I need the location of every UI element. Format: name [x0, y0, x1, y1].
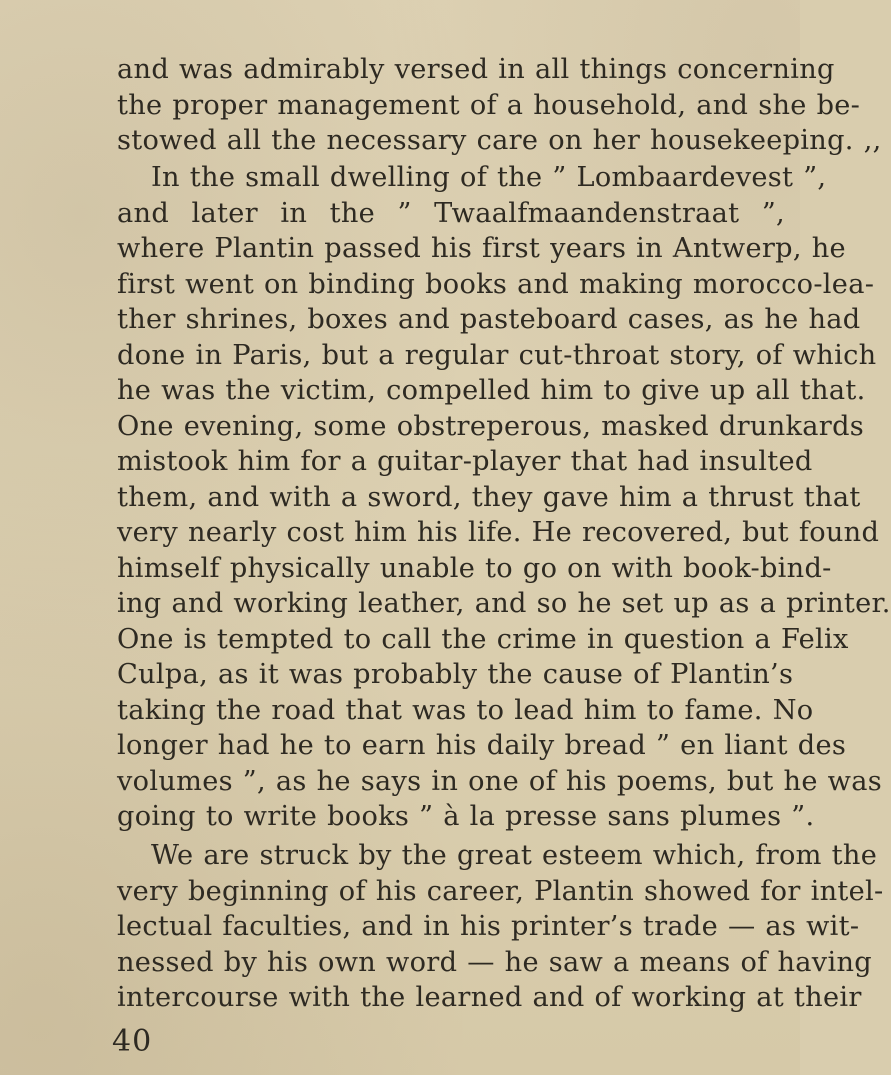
text-line: them, and with a sword, they gave him a thrust that: [117, 481, 861, 513]
text-line: mistook him for a guitar-player that had insulted: [117, 446, 813, 477]
text-line: very nearly cost him his life. He recovered, but found: [117, 517, 880, 548]
text-line: he was the victim, compelled him to give up all that.: [117, 375, 866, 406]
text-line: One is tempted to call the crime in question a Felix: [117, 623, 849, 655]
paragraph-1: [117, 52, 882, 159]
text-line: where Plantin passed his first years in Antwerp, he: [117, 233, 846, 264]
text-line: and was admirably versed in all things concerning: [117, 54, 835, 85]
text-line: ther shrines, boxes and pasteboard cases, as he had: [117, 304, 861, 335]
text-line: In the small dwelling of the ” Lombaardevest ”,: [151, 162, 827, 193]
text-line: longer had he to earn his daily bread ” en liant des: [117, 730, 847, 761]
page-number: 40: [112, 1024, 153, 1059]
text-line: going to write books ” à la presse sans plumes ”.: [117, 801, 815, 832]
text-line: himself physically unable to go on with book-bind-: [117, 552, 832, 584]
text-line: taking the road that was to lead him to fame. No: [117, 694, 814, 726]
text-line: done in Paris, but a regular cut-throat story, of which: [117, 339, 877, 371]
text-line: first went on binding books and making morocco-lea-: [117, 268, 875, 300]
paragraph-2: [117, 160, 891, 835]
text-line: intercourse with the learned and of working at their: [117, 982, 862, 1013]
text-line: nessed by his own word — he saw a means of having: [117, 946, 872, 978]
text-line: We are struck by the great esteem which, from the: [151, 840, 878, 871]
paragraph-3: [117, 838, 884, 1016]
text-line: One evening, some obstreperous, masked drunkards: [117, 410, 865, 442]
text-line: very beginning of his career, Plantin showed for intel-: [117, 875, 884, 907]
text-line: ing and working leather, and so he set up as a printer.: [117, 588, 891, 619]
text-line: the proper management of a household, and she be-: [117, 89, 861, 121]
text-line: lectual faculties, and in his printer’s trade — as wit-: [117, 911, 860, 942]
text-line: stowed all the necessary care on her housekeeping. ,,: [117, 125, 882, 156]
text-line: volumes ”, as he says in one of his poems, but he was: [117, 765, 883, 797]
text-line: and later in the ” Twaalfmaandenstraat ”,: [117, 197, 785, 229]
text-line: Culpa, as it was probably the cause of Plantin’s: [117, 659, 794, 690]
